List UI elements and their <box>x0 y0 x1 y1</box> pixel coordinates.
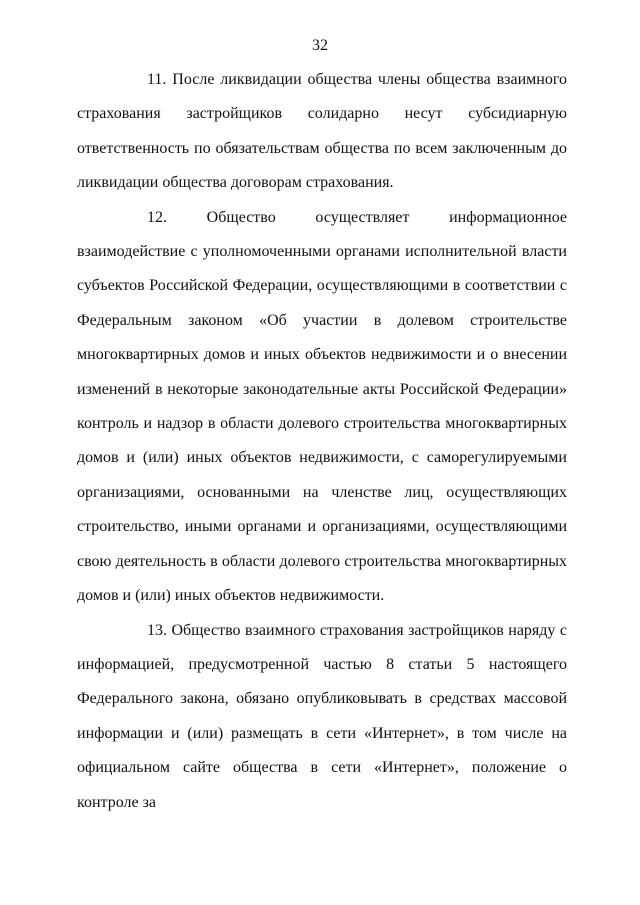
paragraph-12: 12. Общество осуществляет информационное взаимодействие с уполномоченными органами исполнительной власти субъектов Российской Федерации, осуществляющими в соответствии с Федеральным законом «Об участии в долевом строительстве многоквартирных домов и иных объектов недвижимости и о внесении изменений в некоторые законодательные акты Российской Федерации» контроль и надзор в области долевого строительства многоквартирных домов и (или) иных объектов недвижимости, с саморегулируемыми организациями, основанными на членстве лиц, осуществляющих строительство, иными органами и организациями, осуществляющими свою деятельность в области долевого строительства многоквартирных домов и (или) иных объектов недвижимости. <box>77 208 567 605</box>
paragraph-11: 11. После ликвидации общества члены общества взаимного страхования застройщиков солидарно несут субсидиарную ответственность по обязательствам общества по всем заключенным до ликвидации общества договорам страхования. <box>77 71 567 192</box>
paragraph-13: 13. Общество взаимного страхования застройщиков наряду с информацией, предусмотренной частью 8 статьи 5 настоящего Федерального закона, обязано опубликовывать в средствах массовой информации и (или) размещать в сети «Интернет», в том числе на официальном сайте общества в сети «Интернет», положение о контроле за <box>77 621 567 811</box>
document-body <box>77 63 567 820</box>
page-number: 32 <box>312 37 328 54</box>
